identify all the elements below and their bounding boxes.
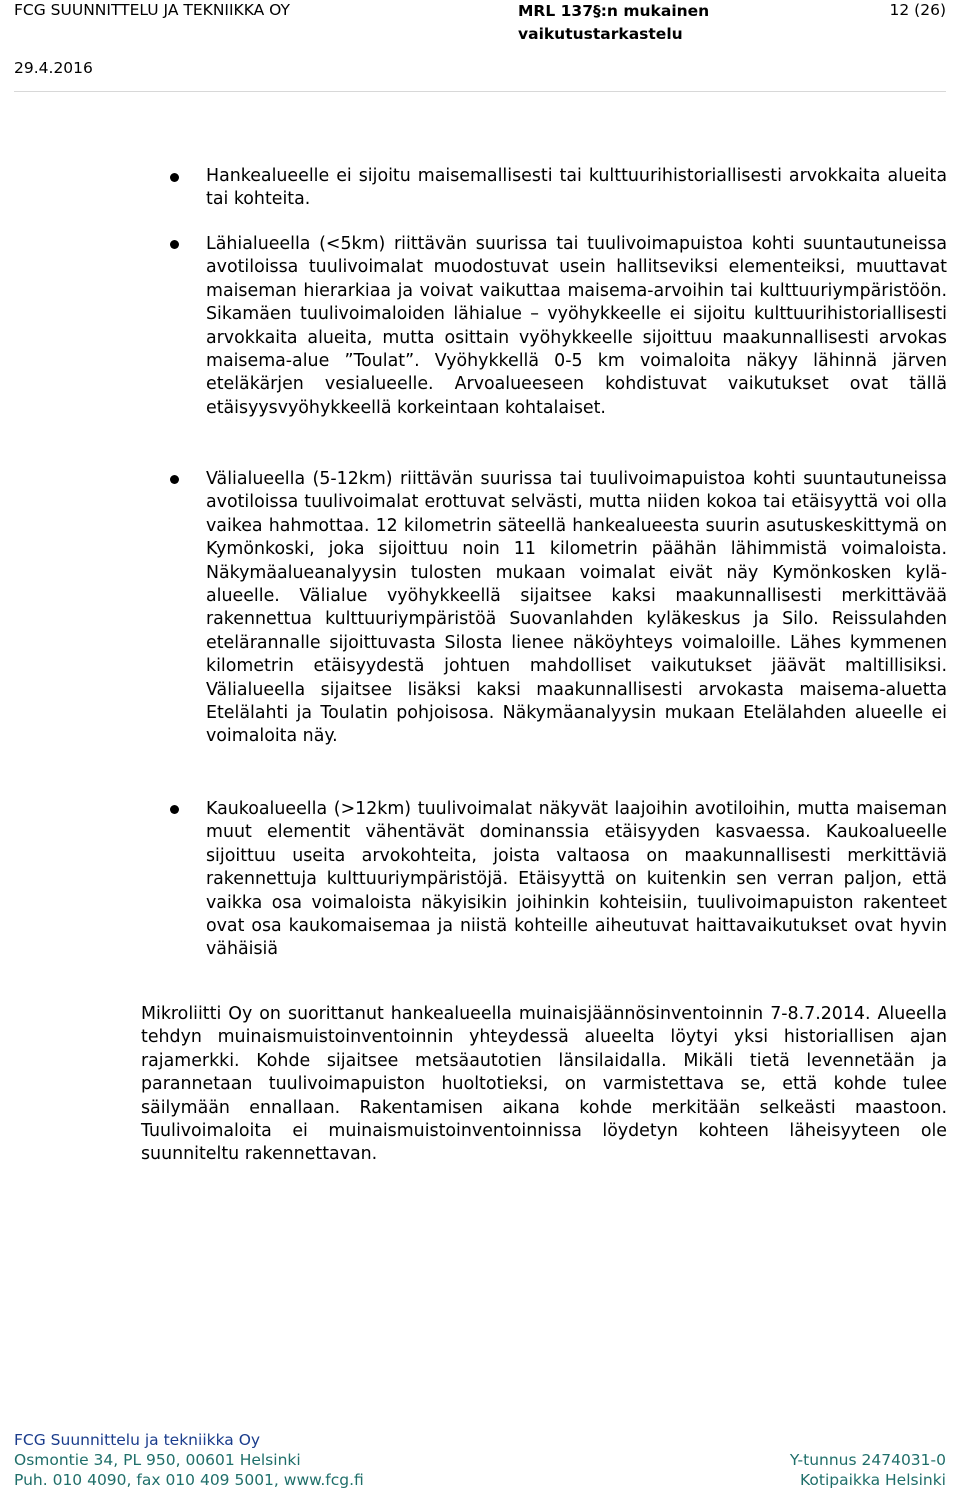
footer-domicile: Kotipaikka Helsinki: [800, 1471, 946, 1490]
bullet-item: Välialueella (5-12km) riittävän suurissa tai tuulivoimapuistoa kohti suuntautuneissa avotiloissa tuulivoimalat erottuvat selvästi, mutta niiden kokoa tai etäisyyttä voi olla vaikea hahmottaa. 12 kilometrin säteellä hankealueesta suurin asutuskeskittymä on Kymönkoski, joka sijoittuu noin 11 kilometrin päähän lähimmistä voimaloista. Näkymäalueanalyysin tulosten mukaan voimalat eivät näy Kymönkosken kylä-alueelle. Välialue vyöhykkeellä sijaitsee kaksi maakunnallisesti merkittävää rakennettua kulttuuriympäristöä Suovanlahden kyläkeskus ja Silo. Reissulahden etelärannalle sijoittuvasta Silosta lienee näköyhteys voimaloille. Lähes kymmenen kilometrin etäisyydestä johtuen mahdolliset vaikutukset jäävät maltillisiksi. Välialueella sijaitsee lisäksi kaksi maakunnallisesti arvokasta maisema-aluetta Etelälahti ja Toulatin pohjoisosa. Näkymäanalyysin mukaan Etelälahden alueelle ei voimaloita näy.: [206, 469, 947, 747]
footer-contact: Puh. 010 4090, fax 010 409 5001, www.fcg.fi: [14, 1471, 364, 1490]
footer-business-id: Y-tunnus 2474031-0: [789, 1451, 946, 1470]
header-company: FCG SUUNNITTELU JA TEKNIIKKA OY: [14, 1, 290, 19]
header-title: [518, 0, 709, 46]
bullet-marker: [170, 173, 179, 182]
header-title-line2: vaikutustarkastelu: [518, 25, 683, 43]
page-header: [14, 0, 946, 80]
bullet-item: Kaukoalueella (>12km) tuulivoimalat näkyvät laajoihin avotiloihin, mutta maiseman muut elementit vähentävät dominanssia etäisyyden kasvaessa. Kaukoalueelle sijoittuu useita arvokohteita, joista valtaosa on maakunnallisesti merkittäviä rakennettuja kulttuuriympäristöjä. Etäisyyttä on kuitenkin sen verran paljon, että vaikka osa voimaloista näkyisikin joihinkin kohteisiin, tuulivoimapuiston rakenteet ovat osa kaukomaisemaa ja niistä kohteille aiheutuvat haittavaikutukset ovat hyvin vähäisiä: [206, 799, 947, 960]
footer-right: [790, 1450, 946, 1490]
header-date: 29.4.2016: [14, 59, 93, 77]
bullet-marker: [170, 805, 179, 814]
page-number: 12 (26): [889, 1, 946, 19]
footer-company: FCG Suunnittelu ja tekniikka Oy: [14, 1431, 261, 1449]
bullet-item: Lähialueella (<5km) riittävän suurissa tai tuulivoimapuistoa kohti suuntautuneissa avotiloissa tuulivoimalat muodostuvat usein hallitseviksi elementeiksi, muuttavat maiseman hierarkiaa ja voivat vaikuttaa maisema-arvoihin tai kulttuuriympäristöön. Sikamäen tuulivoimaloiden lähialue – vyöhykkeelle ei sijoitu kulttuurihistoriallisesti arvokkaita alueita, mutta osittain vyöhykkeelle sijoittuu maakunnallisesti arvokas maisema-alue ”Toulat”. Vyöhykkellä 0-5 km voimaloita näkyy lähinnä järven eteläkärjen vesialueelle. Arvoalueeseen kohdistuvat vaikutukset ovat tällä etäisyysvyöhykkeellä korkeintaan kohtalaiset.: [206, 234, 947, 418]
bullet-marker: [170, 240, 179, 249]
header-title-line1: MRL 137§:n mukainen: [518, 2, 710, 20]
footer-left: [14, 1430, 364, 1491]
bullet-marker: [170, 475, 179, 484]
bullet-item: Hankealueelle ei sijoitu maisemallisesti tai kulttuurihistoriallisesti arvokkaita alueita tai kohteita.: [206, 166, 947, 210]
footer-address: Osmontie 34, PL 950, 00601 Helsinki: [14, 1451, 301, 1470]
header-divider: [14, 91, 946, 92]
body-paragraph: Mikroliitti Oy on suorittanut hankealueella muinaisjäännösinventoinnin 7-8.7.2014. Alueella tehdyn muinaismuistoinventoinnin yhteydessä alueelta löytyi yksi historiallisen ajan rajamerkki. Kohde sijaitsee metsäautotien länsilaidalla. Mikäli tietä levennetään ja parannetaan tuulivoimapuiston huoltotieksi, on varmistettava se, että kohde tulee säilymään ennallaan. Rakentamisen aikana kohde merkitään selkeästi maastoon. Tuulivoimaloita ei muinaismuistoinventoinnissa löydetyn kohteen läheisyyteen ole suunniteltu rakennettavan.: [141, 1004, 947, 1165]
